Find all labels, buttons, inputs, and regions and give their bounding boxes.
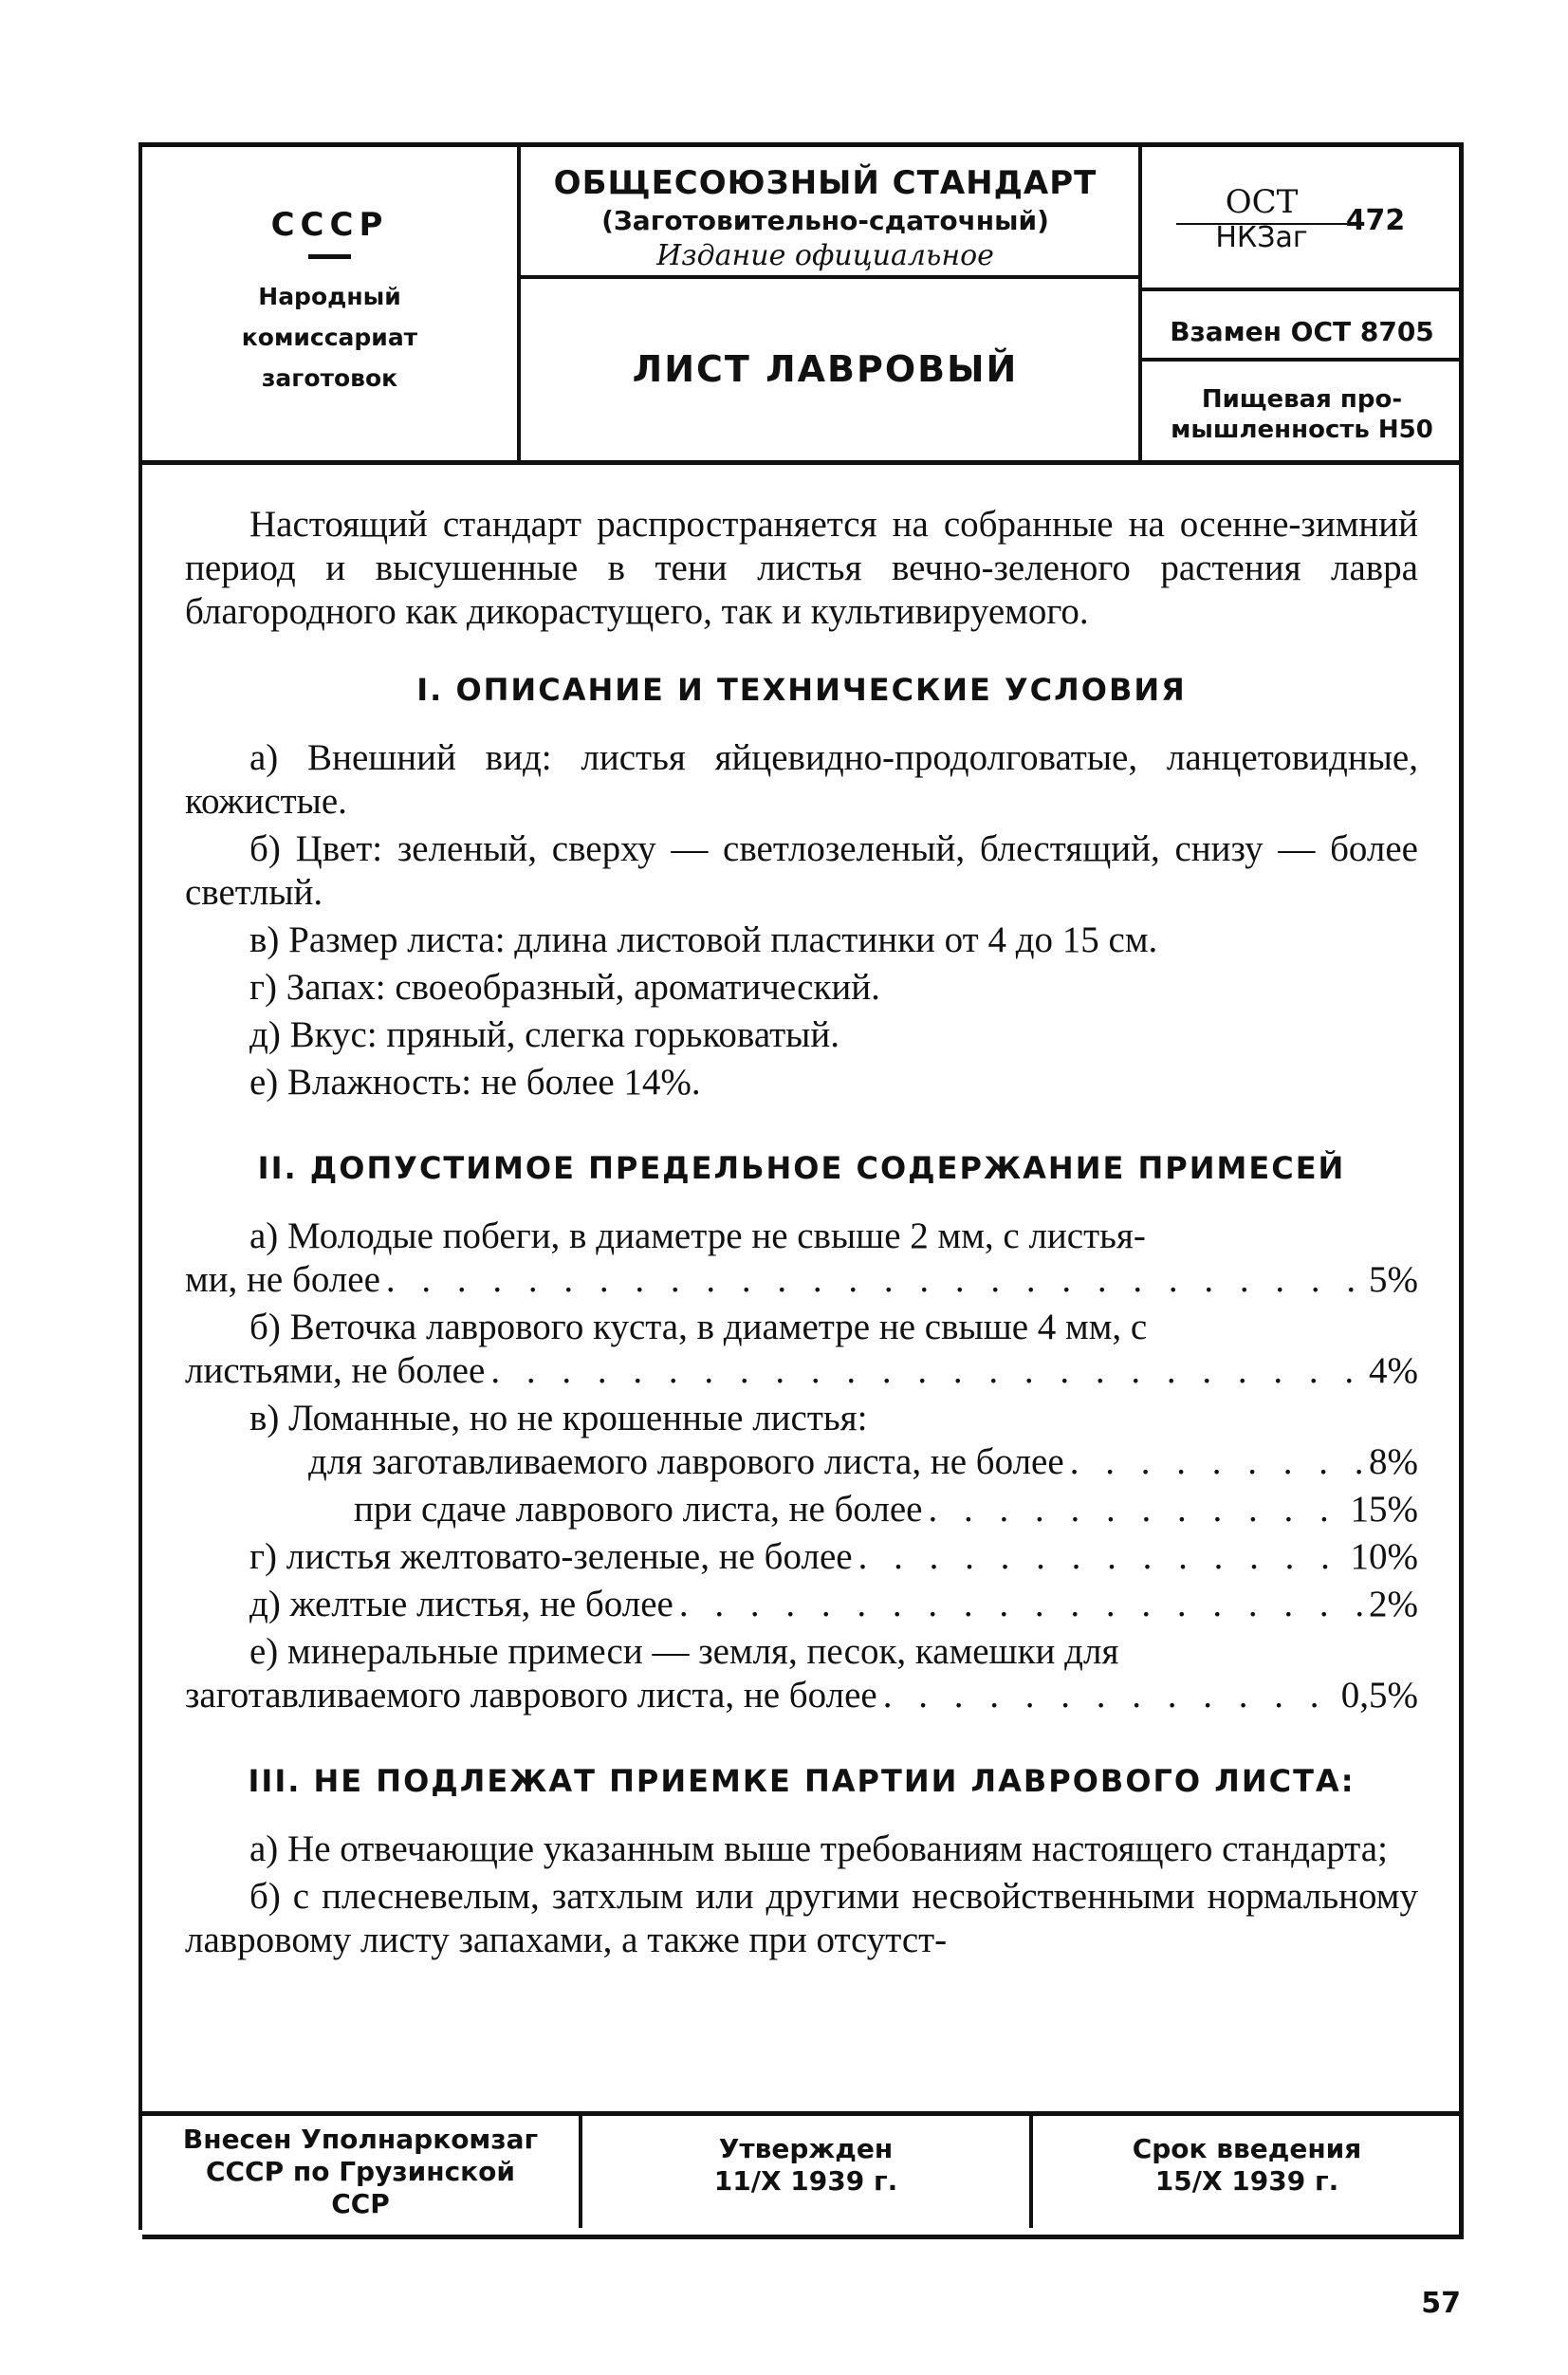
section-3-item-b: б) с плесневелым, затхлым или другими несвойственными нормальному лавровому листу запахами, а также при отсутст-: [185, 1876, 1418, 1960]
item-b-label: листьями, не более: [185, 1350, 486, 1391]
section-2-title: II. ДОПУСТИМОЕ ПРЕДЕЛЬНОЕ СОДЕРЖАНИЕ ПРИМЕСЕЙ: [257, 1150, 1346, 1186]
ministry-line-1: Народный: [258, 283, 401, 310]
section-3-title: III. НЕ ПОДЛЕЖАТ ПРИЕМКЕ ПАРТИИ ЛАВРОВОГО ЛИСТА:: [248, 1763, 1356, 1799]
item-v-sub2-value: 15%: [1350, 1489, 1418, 1530]
leader-dots: [883, 1674, 1336, 1717]
replaces-label: Взамен ОСТ 8705: [1170, 316, 1434, 347]
section-2-item-e-line2: [185, 1674, 1418, 1717]
item-d-label: д) желтые листья, не более: [249, 1584, 673, 1624]
item-e-label: заготавливаемого лаврового листа, не более: [185, 1675, 877, 1716]
ost-number: 472: [1345, 204, 1406, 237]
item-v-sub1-value: 8%: [1369, 1441, 1418, 1482]
ost-label: ОСТ: [1225, 183, 1299, 221]
country-dash: [308, 254, 351, 259]
leader-dots: [1070, 1440, 1363, 1484]
item-e-value: 0,5%: [1340, 1675, 1418, 1716]
item-a-label: ми, не более: [185, 1259, 380, 1300]
section-1-item-g: г) Запах: своеобразный, ароматический.: [249, 967, 880, 1008]
edition-label: Издание официальное: [656, 239, 994, 272]
effective-date: [1033, 2133, 1461, 2198]
section-1-item-b: б) Цвет: зеленый, сверху — светлозеленый, блестящий, снизу — более светлый.: [185, 828, 1418, 913]
approved-date: [582, 2133, 1029, 2198]
standard-footer-table: [142, 2111, 1461, 2239]
submitted-line-3: ССР: [331, 2188, 390, 2219]
ost-agency: НКЗаг: [1215, 221, 1308, 254]
ministry-line-2: комиссариат: [241, 324, 418, 351]
industry-line-1: Пищевая про-: [1201, 385, 1403, 414]
header-divider-4: [1142, 288, 1461, 291]
section-1-item-a: а) Внешний вид: листья яйцевидно-продолговатые, ланцетовидные, кожистые.: [185, 737, 1418, 822]
ministry-line-3: заготовок: [261, 364, 398, 392]
item-d-value: 2%: [1369, 1584, 1418, 1624]
standard-title: ОБЩЕСОЮЗНЫЙ СТАНДАРТ: [553, 164, 1098, 202]
leader-dots: [929, 1488, 1345, 1531]
submitted-line-1: Внесен Уполнаркомзаг: [182, 2124, 539, 2155]
country-label: СССР: [270, 206, 389, 244]
item-v-sub2-label: при сдаче лаврового листа, не более: [354, 1489, 923, 1530]
item-g-label: г) листья желтовато-зеленые, не более: [249, 1536, 853, 1577]
industry-line-2: мышленность Н50: [1171, 416, 1433, 444]
header-divider-2: [1138, 147, 1142, 460]
section-2-item-a-line2: [185, 1258, 1418, 1302]
section-1-title: I. ОПИСАНИЕ И ТЕХНИЧЕСКИЕ УСЛОВИЯ: [416, 672, 1187, 708]
effective-line-2: 15/X 1939 г.: [1154, 2165, 1339, 2197]
item-v-sub1-label: для заготавливаемого лаврового листа, не более: [308, 1441, 1064, 1482]
submitted-by: [142, 2124, 579, 2220]
section-1-item-d: д) Вкус: пряный, слегка горьковатый.: [249, 1014, 839, 1055]
leader-dots: [679, 1583, 1363, 1626]
submitted-line-2: СССР по Грузинской: [205, 2156, 516, 2187]
section-3-item-a: а) Не отвечающие указанным выше требованиям настоящего стандарта;: [249, 1828, 1388, 1869]
section-2-item-v-sub1: [185, 1440, 1418, 1484]
page-number: 57: [1421, 2287, 1461, 2320]
product-name: ЛИСТ ЛАВРОВЫЙ: [632, 348, 1019, 390]
section-1-item-v: в) Размер листа: длина листовой пластинки от 4 до 15 см.: [249, 919, 1158, 960]
section-2-item-e-line1: е) минеральные примеси — земля, песок, камешки для: [249, 1631, 1119, 1672]
item-b-value: 4%: [1369, 1350, 1418, 1391]
section-2-item-g: [185, 1535, 1418, 1579]
header-divider-3: [521, 275, 1138, 279]
ministry-label: [142, 276, 517, 399]
industry-label: [1143, 384, 1461, 445]
item-g-value: 10%: [1350, 1536, 1418, 1577]
leader-dots: [386, 1258, 1363, 1302]
document-body: [185, 503, 1418, 1966]
section-2-item-b-line2: [185, 1349, 1418, 1393]
standard-header-table: [142, 142, 1461, 465]
section-2-item-b-line1: б) Веточка лаврового куста, в диаметре не свыше 4 мм, с: [249, 1307, 1148, 1347]
standard-type: (Заготовительно-сдаточный): [601, 205, 1049, 236]
leader-dots: [490, 1349, 1363, 1393]
item-a-value: 5%: [1369, 1259, 1418, 1300]
approved-line-2: 11/X 1939 г.: [713, 2165, 898, 2197]
section-2-item-d: [185, 1583, 1418, 1626]
intro-paragraph: Настоящий стандарт распространяется на собранные на осенне-зимний период и высушенные в тени листья вечно-зеленого растения лавра благородного как дикорастущего, так и культивируемого.: [185, 504, 1418, 632]
approved-line-1: Утвержден: [718, 2133, 894, 2164]
section-2-item-a-line1: а) Молодые побеги, в диаметре не свыше 2 мм, с листья-: [249, 1215, 1146, 1256]
header-divider-5: [1142, 358, 1461, 362]
effective-line-1: Срок введения: [1132, 2133, 1362, 2164]
section-2-item-v-line1: в) Ломанные, но не крошенные листья:: [249, 1398, 868, 1438]
leader-dots: [858, 1535, 1345, 1579]
section-1-item-e: е) Влажность: не более 14%.: [249, 1062, 701, 1103]
section-2-item-v-sub2: [185, 1488, 1418, 1531]
